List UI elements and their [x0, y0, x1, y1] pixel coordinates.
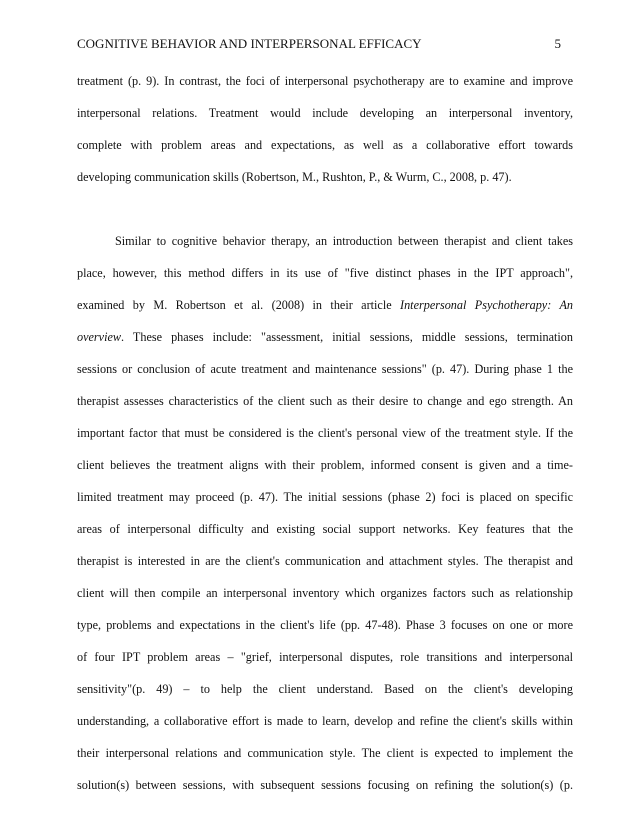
paragraph-1-line: treatment (p. 9). In contrast, the foci of interpersonal psychotherapy are to examine and improve	[77, 74, 573, 88]
paragraph-2-line: therapist is interested in are the client's communication and attachment styles. The therapist and	[77, 554, 573, 568]
paragraph-2-line: client believes the treatment aligns with their problem, informed consent is given and a time-	[77, 458, 573, 472]
paragraph-2-line: type, problems and expectations in the client's life (pp. 47-48). Phase 3 focuses on one or more	[77, 618, 573, 632]
paragraph-2-line	[77, 293, 573, 325]
paragraph-2-line: of four IPT problem areas – "grief, interpersonal disputes, role transitions and interpersonal	[77, 650, 573, 664]
paragraph-2-line	[77, 325, 573, 357]
paragraph-1-line: developing communication skills (Robertson, M., Rushton, P., & Wurm, C., 2008, p. 47).	[77, 170, 512, 184]
article-title-part-1: Interpersonal Psychotherapy: An	[400, 298, 573, 312]
article-title-part-2: overview	[77, 330, 121, 344]
paragraph-2-line: client will then compile an interpersonal inventory which organizes factors such as relationship	[77, 586, 573, 600]
paragraph-2-line: important factor that must be considered is the client's personal view of the treatment style. If the	[77, 426, 573, 440]
paragraph-2-line: sensitivity"(p. 49) – to help the client understand. Based on the client's developing	[77, 682, 573, 696]
paragraph-2-line: their interpersonal relations and communication style. The client is expected to implement the	[77, 746, 573, 760]
page-number: 5	[554, 36, 561, 51]
paragraph-2-line: understanding, a collaborative effort is made to learn, develop and refine the client's skills within	[77, 714, 573, 728]
paragraph-2-line: areas of interpersonal difficulty and existing social support networks. Key features that the	[77, 522, 573, 536]
paragraph-1-line: complete with problem areas and expectations, as well as a collaborative effort towards	[77, 138, 573, 152]
paragraph-1-line: interpersonal relations. Treatment would include developing an interpersonal inventory,	[77, 106, 573, 120]
paragraph-2-line: place, however, this method differs in its use of "five distinct phases in the IPT approach",	[77, 266, 573, 280]
running-head-title: COGNITIVE BEHAVIOR AND INTERPERSONAL EFFICACY	[77, 36, 422, 51]
phases-intro-text: . These phases include: "assessment, initial sessions, middle sessions, termination	[121, 330, 573, 344]
paragraph-2-line: Similar to cognitive behavior therapy, an introduction between therapist and client takes	[115, 234, 573, 248]
paragraph-2-line: solution(s) between sessions, with subsequent sessions focusing on refining the solution(s) (p.	[77, 778, 573, 792]
running-head	[77, 36, 561, 52]
paragraph-2-line: limited treatment may proceed (p. 47). The initial sessions (phase 2) foci is placed on specific	[77, 490, 573, 504]
paragraph-2-line: therapist assesses characteristics of the client such as their desire to change and ego strength. An	[77, 394, 573, 408]
paragraph-2-line: sessions or conclusion of acute treatment and maintenance sessions" (p. 47). During phase 1 the	[77, 362, 573, 376]
body-text	[77, 69, 573, 805]
paragraph-gap	[77, 197, 573, 229]
article-intro-text: examined by M. Robertson et al. (2008) in their article	[77, 298, 401, 312]
